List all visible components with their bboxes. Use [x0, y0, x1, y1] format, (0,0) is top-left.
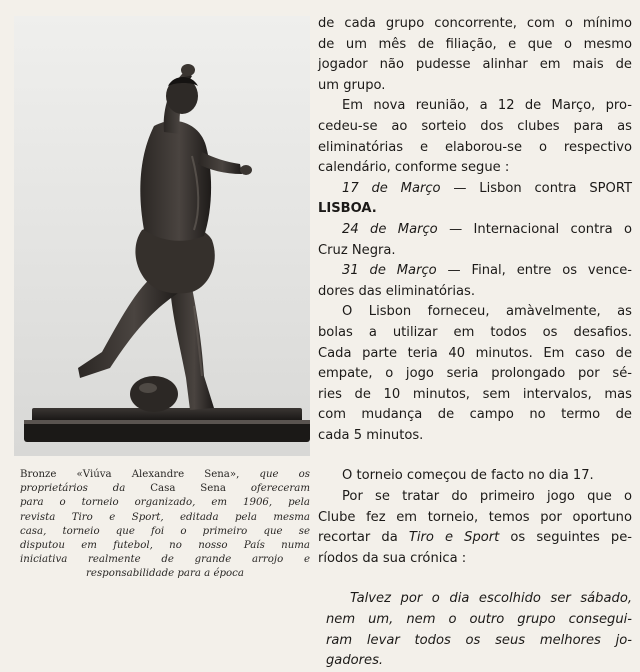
quote-line: ram levar todos os seus melhores jo- [326, 632, 632, 648]
quoted-chronicle [318, 589, 632, 671]
quote-line: nem um, nem o outro grupo consegui- [326, 612, 632, 628]
bronze-statue-photo [14, 16, 310, 456]
photo-caption [20, 468, 310, 582]
text-line: com mudança de campo no termo de [318, 407, 632, 423]
text-line: Cada parte teria 40 minutos. Em caso de [318, 345, 632, 361]
quote-line: Talvez por o dia escolhido ser sábado, [350, 591, 632, 607]
quote-line: gadores. [326, 653, 384, 669]
text-line: jogador não pudesse alinhar em mais de [318, 57, 632, 73]
caption-line: Bronze «Viúva Alexandre Sena», que os [20, 469, 310, 480]
text-line: cedeu-se ao sorteio dos clubes para as [318, 118, 632, 134]
caption-line: para o torneio organizado, em 1906, pela [20, 497, 310, 509]
text-line: empate, o jogo seria prolongado por sé- [318, 366, 632, 382]
caption-line: responsabilidade para a época [86, 568, 244, 580]
caption-line: casa, torneio que foi o primeiro que se [20, 525, 310, 537]
text-line: de cada grupo concorrente, com o mínimo [318, 16, 632, 31]
paragraph-gap [318, 569, 632, 589]
text-line: ries de 10 minutos, sem intervalos, mas [318, 386, 632, 402]
caption-line: disputou em futebol, no nosso País numa [20, 540, 310, 552]
caption-line: proprietários da Casa Sena ofereceram [20, 483, 310, 495]
text-line: bolas a utilizar em todos os desafios. [318, 324, 632, 340]
schedule-item-1-cont: LISBOA. [318, 201, 377, 217]
caption-line: revista Tiro e Sport, editada pela mesma [20, 511, 310, 523]
text-line: um grupo. [318, 77, 386, 93]
schedule-item-3: 31 de Março — Final, entre os vence- [342, 263, 632, 279]
text-line: Em nova reunião, a 12 de Março, pro- [342, 98, 632, 114]
caption-line: iniciativa realmente de grande arrojo e [20, 554, 310, 566]
text-line: eliminatórias e elaborou-se o respectivo [318, 139, 632, 155]
text-line: Clube fez em torneio, temos por oportuno [318, 509, 632, 525]
schedule-item-2: 24 de Março — Internacional contra o [342, 221, 632, 237]
text-line: Por se tratar do primeiro jogo que o [342, 489, 632, 505]
text-line: O torneio começou de facto no dia 17. [342, 468, 594, 484]
text-line: O Lisbon forneceu, amàvelmente, as [342, 304, 632, 320]
text-line: de um mês de filiação, e que o mesmo [318, 36, 632, 52]
schedule-item-1: 17 de Março — Lisbon contra SPORT [342, 180, 632, 196]
text-line: ríodos da sua crónica : [318, 550, 467, 566]
text-line: recortar da Tiro e Sport os seguintes pe- [318, 530, 632, 546]
schedule-item-2-cont: Cruz Negra. [318, 242, 396, 258]
text-line: calendário, conforme segue : [318, 160, 510, 176]
text-line: cada 5 minutos. [318, 427, 424, 443]
article-text-column [318, 14, 632, 672]
footballer-statue-image [14, 16, 310, 456]
paragraph-gap [318, 446, 632, 466]
schedule-item-3-cont: dores das eliminatórias. [318, 283, 475, 299]
